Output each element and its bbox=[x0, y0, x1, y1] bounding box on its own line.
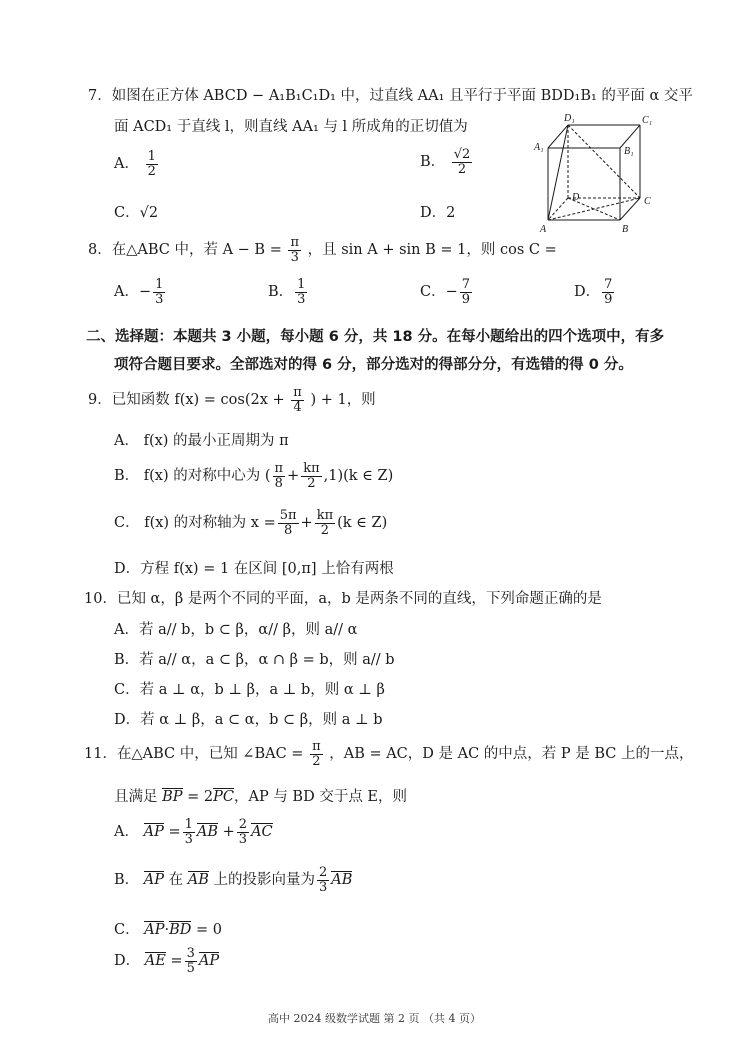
q8-option-c: C．− $\frac{7}{9}$ bbox=[420, 277, 471, 307]
section2-heading-line2: 项符合题目要求。全部选对的得 6 分，部分选对的得部分分，有选错的得 0 分。 bbox=[114, 357, 633, 373]
q9-option-c: C． f(x) 的对称轴为 x = $\frac{5\pi}{8}$ + $\frac{k\pi}{2}$ (k ∈ Z) bbox=[114, 508, 388, 538]
q11-stem-line2: 且满足 BP = 2PC，AP 与 BD 交于点 E，则 bbox=[114, 789, 408, 805]
section2-heading-line1: 二、选择题：本题共 3 小题，每小题 6 分，共 18 分。在每小题给出的四个选项中，有多 bbox=[86, 329, 665, 345]
page-footer: 高中 2024 级数学试题 第 2 页 （共 4 页） bbox=[268, 1012, 481, 1025]
label-c1: C₁ bbox=[642, 115, 653, 126]
label-d: D bbox=[572, 192, 580, 203]
q10-option-b: B．若 a// α，a ⊂ β，α ∩ β = b，则 a// b bbox=[114, 652, 395, 668]
label-a1: A₁ bbox=[534, 142, 544, 153]
q11-option-b: B． AP 在 AB 上的投影向量为 $\frac{2}{3}$ AB bbox=[114, 865, 353, 895]
q7-option-d: D．2 bbox=[420, 205, 456, 221]
q9-option-a: A． f(x) 的最小正周期为 π bbox=[114, 433, 289, 449]
q9-option-d: D．方程 f(x) = 1 在区间 [0,π] 上恰有两根 bbox=[114, 561, 394, 577]
q7-stem-line1: 7．如图在正方体 ABCD − A₁B₁C₁D₁ 中，过直线 AA₁ 且平行于平面 BDD₁B₁ 的平面 α 交平 bbox=[88, 88, 693, 104]
q7-stem-line2: 面 ACD₁ 于直线 l，则直线 AA₁ 与 l 所成角的正切值为 bbox=[114, 119, 468, 135]
q10-option-a: A．若 a// b，b ⊂ β，α// β，则 a// α bbox=[114, 622, 358, 638]
q7-option-b: B． $\frac{√2}{2}$ bbox=[420, 147, 471, 177]
q11-option-a: A． AP = $\frac{1}{3}$ AB + $\frac{2}{3}$ AC bbox=[114, 817, 273, 847]
q10-option-d: D．若 α ⊥ β，a ⊂ α，b ⊂ β，则 a ⊥ b bbox=[114, 712, 383, 728]
q11-option-d: D． AE = $\frac{3}{5}$ AP bbox=[114, 946, 220, 976]
q8-option-b: B． $\frac{1}{3}$ bbox=[268, 277, 306, 307]
q11-option-c: C． AP·BD = 0 bbox=[114, 922, 222, 938]
label-b: B bbox=[622, 224, 629, 235]
q8-stem: 8．在△ABC 中，若 A − B = $\frac{\pi}{3}$ ，且 sin A + sin B = 1，则 cos C = bbox=[88, 235, 557, 265]
cube-figure bbox=[530, 110, 670, 240]
q8-option-a: A．− $\frac{1}{3}$ bbox=[114, 277, 164, 307]
q9-stem: 9．已知函数 f(x) = cos(2x + $\frac{\pi}{4}$ ) + 1，则 bbox=[88, 385, 376, 415]
q7-option-a: A． $\frac{1}{2}$ bbox=[114, 149, 156, 179]
q10-option-c: C．若 a ⊥ α，b ⊥ β，a ⊥ b，则 α ⊥ β bbox=[114, 682, 385, 698]
label-c: C bbox=[644, 196, 651, 207]
label-d1: D₁ bbox=[564, 113, 575, 124]
label-b1: B₁ bbox=[624, 146, 634, 157]
q10-stem: 10．已知 α，β 是两个不同的平面，a，b 是两条不同的直线，下列命题正确的是 bbox=[84, 591, 602, 607]
label-a: A bbox=[540, 224, 547, 235]
q11-stem-line1: 11．在△ABC 中，已知 ∠BAC = $\frac{\pi}{2}$ ，AB = AC，D 是 AC 的中点，若 P 是 BC 上的一点， bbox=[84, 739, 694, 769]
q9-option-b: B． f(x) 的对称中心为 ( $\frac{\pi}{8}$ + $\frac{k\pi}{2}$ ,1)(k ∈ Z) bbox=[114, 461, 394, 491]
q8-option-d: D． $\frac{7}{9}$ bbox=[574, 277, 613, 307]
q7-option-c: C．√2 bbox=[114, 205, 159, 221]
